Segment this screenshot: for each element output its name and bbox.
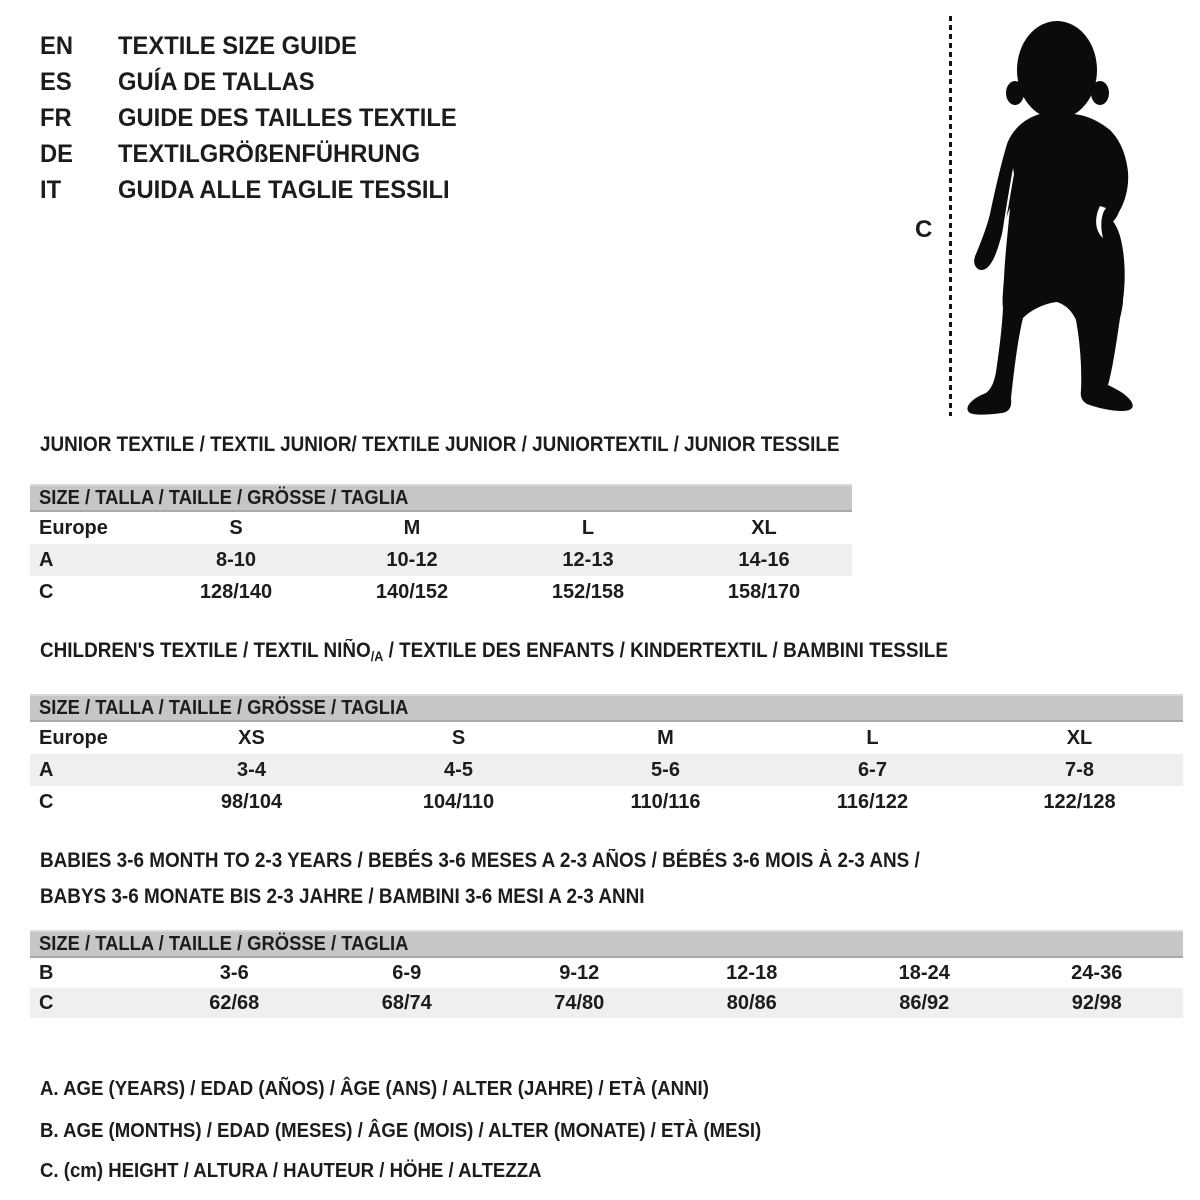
language-code: DE xyxy=(40,139,73,168)
table-row-age xyxy=(30,544,852,576)
size-cell: 18-24 xyxy=(898,961,950,984)
junior-section-title: JUNIOR TEXTILE / TEXTIL JUNIOR/ TEXTILE JUNIOR / JUNIORTEXTIL / JUNIOR TESSILE xyxy=(40,433,840,456)
size-header-label: SIZE / TALLA / TAILLE / GRÖSSE / TAGLIA xyxy=(39,486,409,509)
size-cell: 14-16 xyxy=(738,548,790,571)
size-cell: 10-12 xyxy=(386,548,438,571)
size-cell: 68/74 xyxy=(381,991,432,1014)
language-title-block xyxy=(40,28,475,208)
size-cell: 9-12 xyxy=(559,961,600,984)
language-row xyxy=(40,28,475,64)
size-cell: 74/80 xyxy=(554,991,605,1014)
size-cell: 12-13 xyxy=(562,548,614,571)
size-cell: 6-7 xyxy=(858,758,887,781)
table-row-height xyxy=(30,786,1183,818)
height-measure-label: C xyxy=(915,216,933,243)
junior-size-table xyxy=(30,484,852,608)
babies-size-table xyxy=(30,930,1183,1018)
row-label: C xyxy=(39,991,54,1014)
size-cell: 110/116 xyxy=(630,790,701,813)
size-cell: 80/86 xyxy=(726,991,777,1014)
size-header-label: SIZE / TALLA / TAILLE / GRÖSSE / TAGLIA xyxy=(39,696,409,719)
language-row xyxy=(40,64,475,100)
size-cell: 8-10 xyxy=(215,548,257,571)
children-title-start: CHILDREN'S TEXTILE / TEXTIL NIÑO xyxy=(40,639,371,662)
size-cell: XL xyxy=(751,516,777,539)
height-dashed-line xyxy=(949,16,952,416)
language-code: FR xyxy=(40,103,72,132)
size-cell: 104/110 xyxy=(422,790,495,813)
toddler-silhouette-icon xyxy=(960,16,1145,416)
size-cell: S xyxy=(229,516,243,539)
row-label: Europe xyxy=(39,516,108,539)
size-cell: 3-6 xyxy=(219,961,249,984)
language-title: GUIDE DES TAILLES TEXTILE xyxy=(118,103,457,132)
footnote-age-years: A. AGE (YEARS) / EDAD (AÑOS) / ÂGE (ANS) / ALTER (JAHRE) / ETÀ (ANNI) xyxy=(40,1078,709,1100)
size-cell: L xyxy=(866,726,879,749)
row-label: A xyxy=(39,548,54,571)
language-code: ES xyxy=(40,67,72,96)
size-cell: 3-4 xyxy=(237,758,266,781)
language-title: GUIDA ALLE TAGLIE TESSILI xyxy=(118,175,450,204)
row-label: B xyxy=(39,961,54,984)
size-cell: 24-36 xyxy=(1071,961,1123,984)
table-row-height xyxy=(30,988,1183,1018)
table-row-height xyxy=(30,576,852,608)
children-title-sub: /A xyxy=(370,648,384,664)
size-cell: L xyxy=(581,516,595,539)
size-cell: 12-18 xyxy=(726,961,778,984)
footnote-age-months: B. AGE (MONTHS) / EDAD (MESES) / ÂGE (MOIS) / ALTER (MONATE) / ETÀ (MESI) xyxy=(40,1120,762,1142)
children-size-table xyxy=(30,694,1183,818)
size-header-bar xyxy=(30,930,1183,958)
size-cell: M xyxy=(657,726,674,749)
size-cell: 4-5 xyxy=(444,758,473,781)
size-cell: 158/170 xyxy=(727,580,801,603)
size-cell: S xyxy=(451,726,466,749)
size-cell: 62/68 xyxy=(209,991,260,1014)
table-row-europe xyxy=(30,722,1183,754)
footnote-height-cm: C. (cm) HEIGHT / ALTURA / HAUTEUR / HÖHE / ALTEZZA xyxy=(40,1160,542,1182)
size-cell: 86/92 xyxy=(899,991,950,1014)
row-label: Europe xyxy=(39,726,108,749)
size-cell: 116/122 xyxy=(836,790,909,813)
size-cell: 7-8 xyxy=(1065,758,1094,781)
children-title-end: / TEXTILE DES ENFANTS / KINDERTEXTIL / BAMBINI TESSILE xyxy=(383,639,948,662)
size-header-bar xyxy=(30,484,852,512)
babies-section-title-line1: BABIES 3-6 MONTH TO 2-3 YEARS / BEBÉS 3-6 MESES A 2-3 AÑOS / BÉBÉS 3-6 MOIS À 2-3 ANS / xyxy=(40,849,920,872)
size-cell: M xyxy=(403,516,421,539)
size-cell: 5-6 xyxy=(651,758,680,781)
size-cell: 6-9 xyxy=(392,961,422,984)
size-header-label: SIZE / TALLA / TAILLE / GRÖSSE / TAGLIA xyxy=(39,932,409,955)
row-label: C xyxy=(39,580,54,603)
row-label: A xyxy=(39,758,54,781)
babies-section-title-line2: BABYS 3-6 MONATE BIS 2-3 JAHRE / BAMBINI 3-6 MESI A 2-3 ANNI xyxy=(40,885,645,908)
size-cell: 92/98 xyxy=(1071,991,1122,1014)
size-cell: 128/140 xyxy=(199,580,273,603)
language-row xyxy=(40,136,475,172)
size-cell: 140/152 xyxy=(375,580,449,603)
language-row xyxy=(40,172,475,208)
children-section-title xyxy=(40,639,948,664)
row-label: C xyxy=(39,790,54,813)
size-cell: XL xyxy=(1066,726,1093,749)
language-title: GUÍA DE TALLAS xyxy=(118,67,315,96)
table-row-age-months xyxy=(30,958,1183,988)
language-title: TEXTILE SIZE GUIDE xyxy=(118,31,357,60)
size-header-bar xyxy=(30,694,1183,722)
size-cell: 152/158 xyxy=(551,580,625,603)
size-cell: XS xyxy=(238,726,265,749)
language-row xyxy=(40,100,475,136)
language-title: TEXTILGRÖßENFÜHRUNG xyxy=(118,139,421,168)
language-code: EN xyxy=(40,31,73,60)
language-code: IT xyxy=(40,175,62,204)
table-row-age xyxy=(30,754,1183,786)
size-cell: 122/128 xyxy=(1043,790,1116,813)
table-row-europe xyxy=(30,512,852,544)
size-cell: 98/104 xyxy=(220,790,283,813)
